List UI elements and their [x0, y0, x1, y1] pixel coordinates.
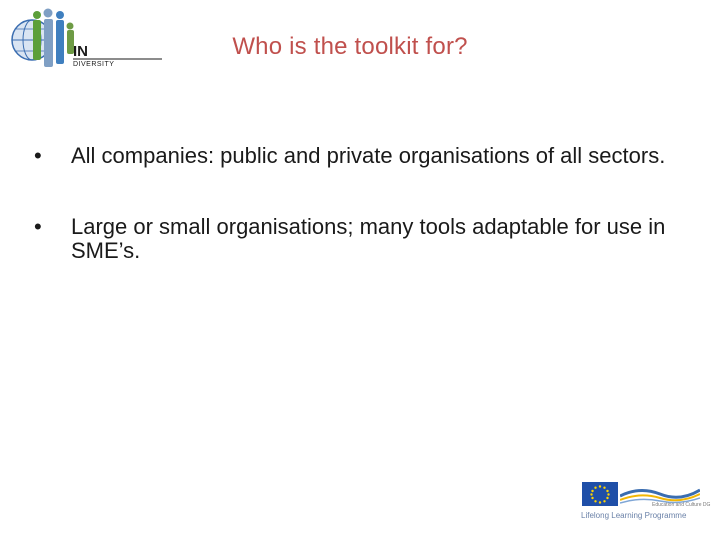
indiversity-logo	[10, 4, 170, 74]
list-item-text: All companies: public and private organisations of all sectors.	[71, 143, 666, 168]
logo-diversity-text: DIVERSITY	[73, 61, 115, 68]
eu-caption: Education and Culture DG	[652, 502, 711, 508]
indiversity-logo-graphic	[10, 4, 170, 74]
page-title: Who is the toolkit for?	[232, 33, 468, 60]
eu-flag-icon	[582, 482, 618, 506]
program-name: Lifelong Learning Programme	[581, 511, 687, 520]
eu-lifelong-learning-logo	[578, 478, 711, 524]
logo-in-text: IN	[73, 43, 88, 60]
list-item-text: Large or small organisations; many tools adaptable for use in SME’s.	[71, 214, 666, 263]
bullet-marker: •	[34, 143, 42, 168]
list-item	[34, 144, 694, 168]
bullet-list	[34, 144, 694, 310]
bullet-marker: •	[34, 214, 42, 239]
list-item	[34, 215, 694, 263]
